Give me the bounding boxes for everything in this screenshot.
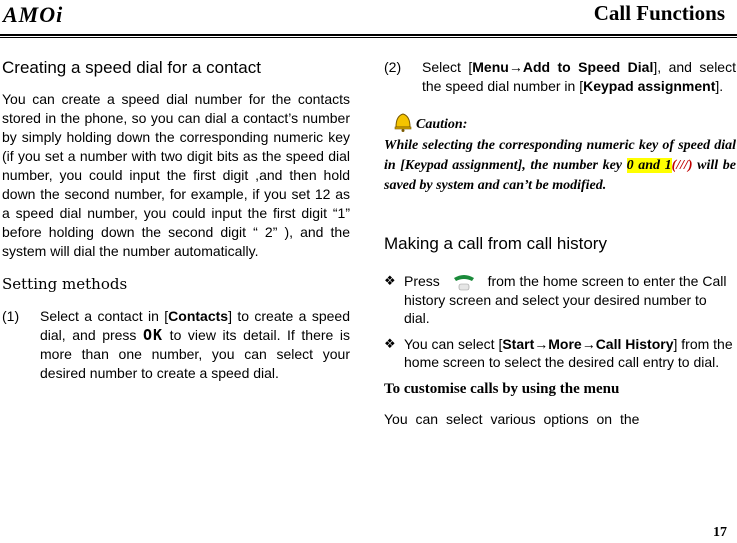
step-2-number: (2) xyxy=(384,59,402,75)
bullet-2-post: ] from the home screen to select the desired call entry to dial. xyxy=(404,336,733,371)
diamond-bullet-icon: ❖ xyxy=(384,273,396,288)
caution-label: Caution: xyxy=(416,117,468,132)
call-history-label: Call History xyxy=(595,336,674,353)
keypad-assignment-label: Keypad assignment xyxy=(583,78,716,94)
page-number: 17 xyxy=(713,525,727,540)
caution-text-2: will be saved by system and can’t be modified. xyxy=(384,158,736,193)
amoi-logo: AMOi xyxy=(3,2,64,27)
bullet-1-text xyxy=(404,272,736,327)
contacts-label: Contacts xyxy=(168,308,229,324)
speed-dial-paragraph: You can create a speed dial number for the contacts stored in the phone, so you can dial a contact’s number by simply holding down the corresponding numeric key (if you set a number with two digit bits as the speed dial number, you could input the first digit ,and then hold down the second number, for example, if you set 12 as a speed dial number, you could input the first digit “1” before holding down the second digit “ 2” ), and the system will dial the number automatically. xyxy=(2,91,350,259)
right-column xyxy=(384,58,736,429)
customise-calls-text: You can select various options on the xyxy=(384,411,640,428)
step-1-text xyxy=(40,307,350,383)
step-2-post: ]. xyxy=(715,78,724,94)
bullet-2 xyxy=(384,335,736,371)
menu-label: Menu xyxy=(472,59,509,75)
customise-calls-heading: To customise calls by using the menu xyxy=(384,381,620,398)
step-1-post: to view its detail. If there is more than one number, you can select your desired number to create a speed dial. xyxy=(40,327,350,381)
arrow-icon: → xyxy=(581,336,596,353)
caution-red-text: (///) xyxy=(671,158,693,173)
speed-dial-heading: Creating a speed dial for a contact xyxy=(2,58,261,77)
header-title: Call Functions xyxy=(593,1,725,25)
caution-text-1: While selecting the corresponding numeric key of speed dial in [Keypad assignment], the number key xyxy=(384,138,736,173)
ok-key-icon: OK xyxy=(143,326,164,344)
setting-methods-heading: Setting methods xyxy=(2,275,128,293)
start-label: Start xyxy=(502,336,535,353)
caution-highlight: 0 and 1 xyxy=(626,158,672,173)
bullet-2-text xyxy=(404,335,736,371)
left-column xyxy=(2,58,350,383)
bullet-1-post: from the home screen to enter the Call history screen and select your desired number to dial. xyxy=(404,273,727,327)
call-history-heading: Making a call from call history xyxy=(384,234,607,253)
step-1-number: (1) xyxy=(2,308,20,324)
step-2-pre: Select [ xyxy=(422,59,473,75)
step-1 xyxy=(2,307,350,383)
header-rule xyxy=(0,34,737,36)
step-2 xyxy=(384,58,736,96)
arrow-icon: → xyxy=(534,336,549,353)
caution-box xyxy=(384,110,736,196)
caution-text xyxy=(384,136,736,196)
bell-icon xyxy=(392,110,414,132)
diamond-bullet-icon: ❖ xyxy=(384,336,396,352)
send-key-icon xyxy=(444,273,484,291)
step-1-mid: ] to create a speed dial, and press xyxy=(40,308,350,343)
step-1-pre: Select a contact in [ xyxy=(40,308,169,324)
step-2-mid: ], and select the speed dial number in [ xyxy=(422,59,736,94)
arrow-icon: → xyxy=(508,59,523,75)
bullet-2-pre: You can select [ xyxy=(404,336,503,353)
more-label: More xyxy=(548,336,582,353)
add-speed-dial-label: Add to Speed Dial xyxy=(522,59,654,75)
step-2-text xyxy=(422,58,736,96)
header-rule-thin xyxy=(0,37,737,38)
bullet-1 xyxy=(384,272,736,327)
bullet-1-pre: Press xyxy=(404,273,444,289)
